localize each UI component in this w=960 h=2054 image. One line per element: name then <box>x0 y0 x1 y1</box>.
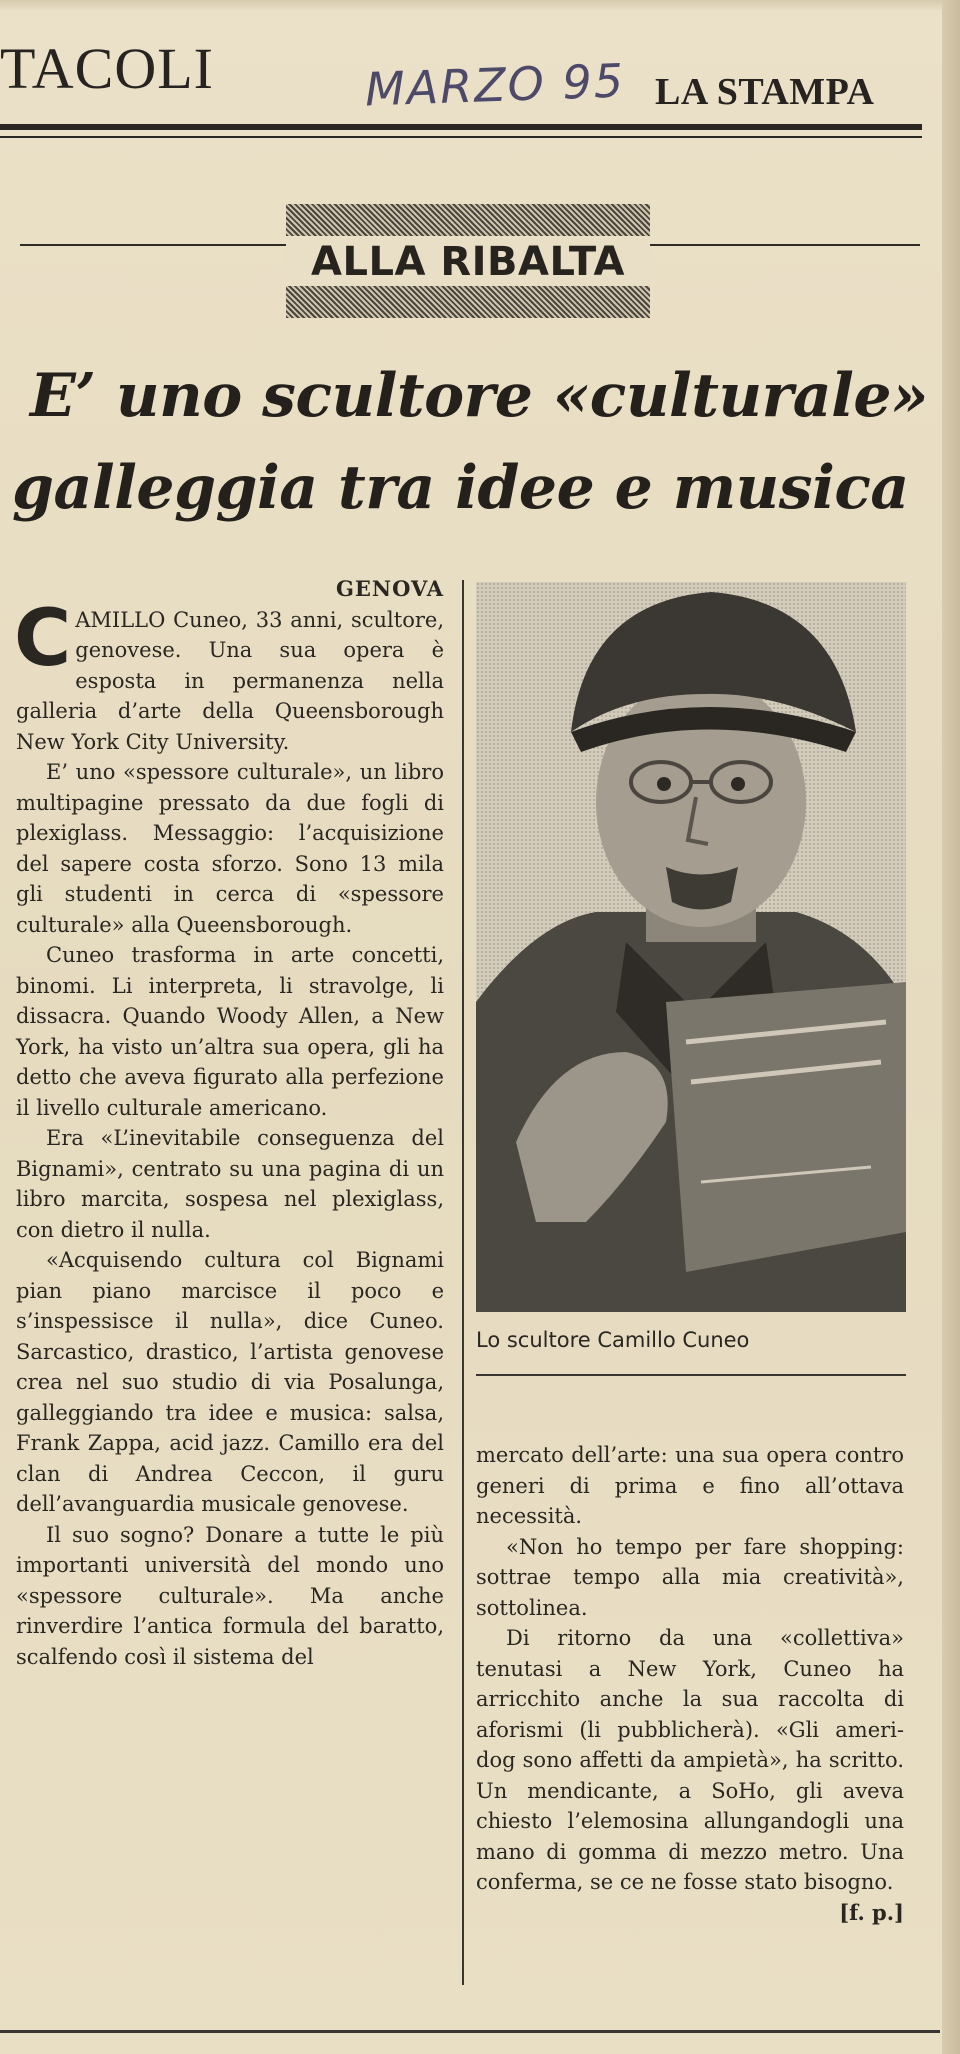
article-column-right <box>476 1440 904 1928</box>
article-paragraph: Il suo sogno? Donare a tutte le più importanti università del mondo uno «spessore culturale». Ma anche rinverdire l’antica formula del baratto, scalfendo così il sistema del <box>16 1522 444 1669</box>
article-continuation: mercato dell’arte: una sua opera contro generi di prima e fino all’ottava necessità. <box>476 1443 904 1528</box>
article-paragraph-text: Di ritorno da una «collettiva» tenutasi a New York, Cuneo ha arricchito anche la sua raccolta di aforismi (li pubblicherà). «Gli ameri-dog sono affetti da ampietà», ha scritto. Un mendicante, a SoHo, gli aveva chiesto l’elemosina allungandogli una mano di gomma di mezzo metro. Una conferma, se ce ne fosse stato bisogno. <box>476 1626 904 1894</box>
photo-caption: Lo scultore Camillo Cuneo <box>476 1328 750 1352</box>
caption-rule <box>476 1374 906 1376</box>
article-paragraph <box>476 1623 904 1925</box>
author-signature: [f. p.] <box>839 1899 904 1925</box>
bottom-rule <box>0 2030 940 2033</box>
lead-paragraph <box>14 593 444 758</box>
article-paragraph: «Acquisendo cultura col Bignami pian piano marcisce il poco e s’inspessisce il nulla», dice Cuneo. Sarcastico, drastico, l’artista genovese crea nel suo studio di via Posalunga, galleggiando tra idee e musica: salsa, Frank Zappa, acid jazz. Camillo era del clan di Andrea Ceccon, il guru dell’avanguardia musicale genovese. <box>16 1248 444 1516</box>
article-paragraph: Era «L’inevitabile conseguenza del Bignami», centrato su una pagina di un libro marcita, sospesa nel plexiglass, con dietro il nulla. <box>16 1126 444 1242</box>
article-paragraph: Cuneo trasforma in arte concetti, binomi. Li interpreta, li stravolge, li dissacra. Quando Woody Allen, a New York, ha visto un’altra sua opera, gli ha detto che aveva figurato alla perfezione il livello culturale americano. <box>16 943 444 1120</box>
dateline: GENOVA <box>335 576 444 601</box>
article-paragraph: «Non ho tempo per fare shopping: sottrae tempo alla mia creatività», sottolinea. <box>476 1534 904 1620</box>
handwritten-date-note: MARZO 95 <box>364 53 626 117</box>
masthead-rule-thick <box>0 124 922 130</box>
rubric-label: ALLA RIBALTA <box>286 238 650 286</box>
section-title: TACOLI <box>0 36 214 101</box>
masthead-rule-thin <box>0 136 922 138</box>
paper-right-edge <box>942 0 960 2054</box>
article-column-left <box>16 574 444 1672</box>
portrait-photo <box>476 582 906 1312</box>
headline-line-1: E’ uno scultore «culturale» <box>30 361 929 431</box>
rubric-hatch-bottom <box>286 286 650 318</box>
lead-text: AMILLO Cuneo, 33 anni, scultore, genovese. Una sua opera è esposta in permanenza nella galleria d’arte della Queensborough New York City University. <box>16 607 444 754</box>
headline-line-2: galleggia tra idee e musica <box>12 453 909 523</box>
drop-cap: C <box>14 593 72 684</box>
newspaper-name: LA STAMPA <box>655 71 875 113</box>
article-paragraph: E’ uno «spessore culturale», un libro multipagine pressato da due fogli di plexiglass. Messaggio: l’acquisizione del sapere costa sforzo. Sono 13 mila gli studenti in cerca di «spessore culturale» alla Queensborough. <box>16 760 444 937</box>
column-divider <box>462 580 464 1985</box>
paper-top-edge <box>0 0 960 10</box>
headline <box>0 350 940 534</box>
rubric-hatch-top <box>286 204 650 236</box>
